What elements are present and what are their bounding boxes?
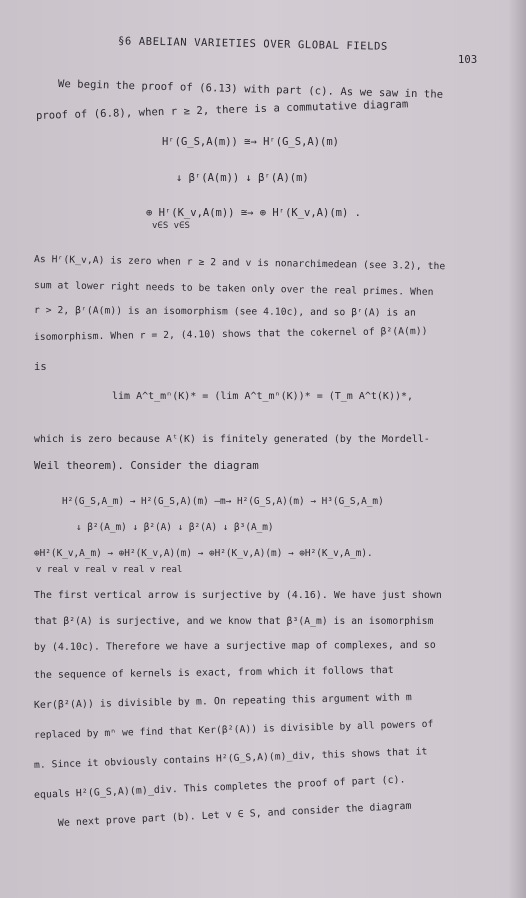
diagram-row: ⊕H²(K_v,A_m) → ⊕H²(K_v,A)(m) → ⊕H²(K_v,A)(m) → ⊕H²(K_v,A_m). bbox=[34, 548, 373, 559]
paragraph-line: that β²(A) is surjective, and we know that β³(A_m) is an isomorphism bbox=[34, 616, 434, 627]
display-equation: lim A^t_mⁿ(K)* = (lim A^t_mⁿ(K))* = (T_m A^t(K))*, bbox=[112, 391, 414, 402]
diagram-row: ↓ β²(A_m) ↓ β²(A) ↓ β²(A) ↓ β³(A_m) bbox=[76, 522, 274, 533]
paragraph-line: equals H²(G_S,A)(m)_div. This completes the proof of part (c). bbox=[33, 774, 406, 801]
diagram-row: ⊕ Hʳ(K_v,A(m)) ≅→ ⊕ Hʳ(K_v,A)(m) . bbox=[146, 207, 361, 219]
paragraph-line: The first vertical arrow is surjective by (4.16). We have just shown bbox=[34, 590, 442, 601]
diagram-row: Hʳ(G_S,A(m)) ≅→ Hʳ(G_S,A)(m) bbox=[162, 136, 340, 148]
diagram-row: ↓ βʳ(A(m)) ↓ βʳ(A)(m) bbox=[176, 172, 309, 184]
page-number: 103 bbox=[458, 54, 478, 66]
paragraph-line: is bbox=[34, 361, 47, 373]
paragraph-line: proof of (6.8), when r ≥ 2, there is a commutative diagram bbox=[35, 98, 409, 122]
paragraph-line: the sequence of kernels is exact, from which it follows that bbox=[33, 664, 394, 681]
paragraph-line: We next prove part (b). Let v ∈ S, and consider the diagram bbox=[57, 800, 412, 829]
paragraph-line: m. Since it obviously contains H²(G_S,A)(m)_div, this shows that it bbox=[33, 746, 428, 771]
paragraph-line: As Hʳ(K_v,A) is zero when r ≥ 2 and v is nonarchimedean (see 3.2), the bbox=[33, 254, 446, 273]
page-edge-shadow bbox=[508, 0, 526, 898]
diagram-index-row: v real v real v real v real bbox=[36, 565, 183, 575]
paragraph-line: sum at lower right needs to be taken only over the real primes. When bbox=[33, 280, 434, 298]
paragraph-line: r > 2, βʳ(A(m)) is an isomorphism (see 4.10c), and so βʳ(A) is an bbox=[33, 305, 416, 319]
paragraph-line: by (4.10c). Therefore we have a surjective map of complexes, and so bbox=[33, 639, 436, 653]
paragraph-line: isomorphism. When r = 2, (4.10) shows that the cokernel of β²(A(m)) bbox=[33, 325, 428, 343]
diagram-index-row: v∈S v∈S bbox=[152, 221, 190, 231]
diagram-row: H²(G_S,A_m) → H²(G_S,A)(m) —m→ H²(G_S,A)(m) → H³(G_S,A_m) bbox=[62, 496, 384, 507]
paragraph-line: replaced by mⁿ we find that Ker(β²(A)) is divisible by all powers of bbox=[33, 718, 434, 741]
paragraph-line: Weil theorem). Consider the diagram bbox=[34, 460, 259, 472]
paragraph-line: Ker(β²(A)) is divisible by m. On repeating this argument with m bbox=[33, 692, 412, 711]
paragraph-line: which is zero because Aᵗ(K) is finitely generated (by the Mordell- bbox=[34, 434, 430, 445]
paragraph-line: We begin the proof of (6.13) with part (c). As we saw in the bbox=[57, 78, 444, 101]
running-title: §6 ABELIAN VARIETIES OVER GLOBAL FIELDS bbox=[117, 35, 389, 53]
